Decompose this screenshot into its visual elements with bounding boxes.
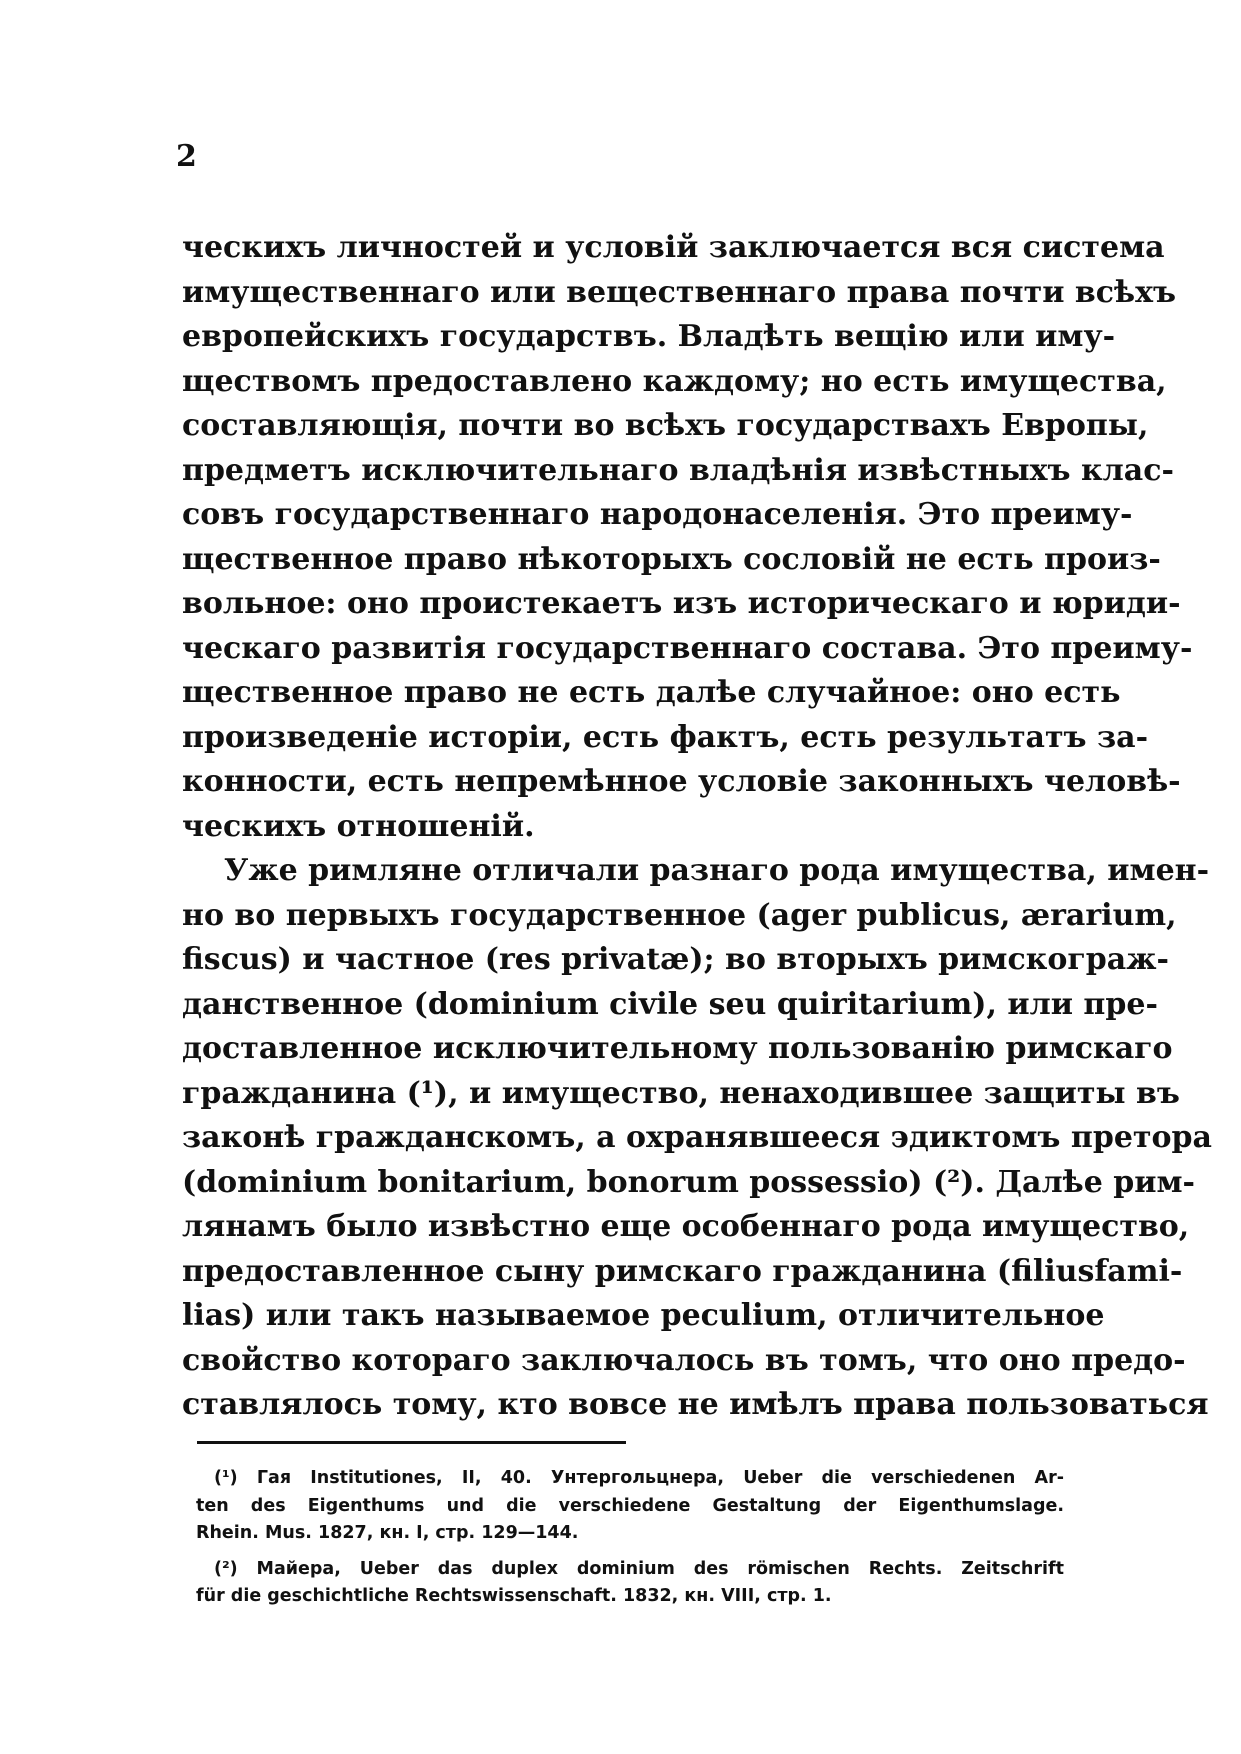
text-line: лянамъ было извѣстно еще особеннаго рода имущество, xyxy=(182,1209,1190,1244)
paragraph-1 xyxy=(182,226,1193,849)
text-line: законѣ гражданскомъ, а охранявшееся эдиктомъ претора xyxy=(182,1120,1212,1155)
page-number: 2 xyxy=(176,139,197,174)
body-text xyxy=(182,226,1212,1428)
text-line: fiscus) и частное (res privatæ); во вторыхъ римскограж- xyxy=(182,942,1169,977)
text-line: произведеніе исторіи, есть фактъ, есть результатъ за- xyxy=(182,719,1149,755)
text-line: щественное право не есть далѣе случайное: оно есть xyxy=(182,675,1121,710)
text-line: доставленное исключительному пользованію римскаго xyxy=(182,1031,1173,1066)
footnote-line: ten des Eigenthums und die verschiedene Gestaltung der Eigenthumslage. xyxy=(196,1495,1064,1516)
footnote-line: für die geschichtliche Rechtswissenschaft. 1832, кн. VIII, стр. 1. xyxy=(196,1586,832,1606)
text-line: ческихъ отношеній. xyxy=(182,808,535,844)
text-line: Уже римляне отличали разнаго рода имущества, имен- xyxy=(224,853,1210,888)
text-line: имущественнаго или вещественнаго права почти всѣхъ xyxy=(182,274,1177,310)
footnote-divider xyxy=(197,1441,626,1444)
text-line: свойство котораго заключалось въ томъ, что оно предо- xyxy=(182,1342,1186,1378)
footnote-2 xyxy=(196,1556,1064,1611)
text-line: lias) или такъ называемое peculium, отличительное xyxy=(182,1298,1105,1333)
text-line: конности, есть непремѣнное условіе законныхъ человѣ- xyxy=(182,764,1181,799)
paragraph-2 xyxy=(182,849,1212,1428)
text-line: предоставленное сыну римскаго гражданина (filiusfami- xyxy=(182,1253,1183,1289)
footnote-line: (²) Майера, Ueber das duplex dominium des römischen Rechts. Zeitschrift xyxy=(214,1558,1064,1579)
text-line: вольное: оно проистекаетъ изъ историческаго и юриди- xyxy=(182,586,1181,621)
text-line: гражданина (¹), и имущество, ненаходившее защиты въ xyxy=(182,1075,1180,1111)
footnote-line: Rhein. Mus. 1827, кн. I, стр. 129—144. xyxy=(196,1523,579,1543)
text-line: ческихъ личностей и условій заключается вся система xyxy=(182,230,1165,265)
text-line: ществомъ предоставлено каждому; но есть имущества, xyxy=(182,363,1167,399)
footnote-line: (¹) Гая Institutiones, II, 40. Унтергольцнера, Ueber die verschiedenen Ar- xyxy=(214,1468,1064,1488)
text-line: составляющія, почти во всѣхъ государствахъ Европы, xyxy=(182,408,1149,443)
text-line: предметъ исключительнаго владѣнія извѣстныхъ клас- xyxy=(182,452,1174,488)
footnotes xyxy=(196,1465,1064,1619)
text-line: ставлялось тому, кто вовсе не имѣлъ права пользоваться xyxy=(182,1387,1209,1422)
text-line: но во первыхъ государственное (ager publicus, ærarium, xyxy=(182,897,1177,933)
text-line: (dominium bonitarium, bonorum possessio) (²). Далѣе рим- xyxy=(182,1164,1195,1200)
text-line: данственное (dominium civile seu quiritarium), или пре- xyxy=(182,986,1158,1022)
text-line: европейскихъ государствъ. Владѣть вещію или иму- xyxy=(182,319,1116,354)
text-line: совъ государственнаго народонаселенія. Это преиму- xyxy=(182,497,1133,532)
text-line: ческаго развитія государственнаго состава. Это преиму- xyxy=(182,630,1193,666)
footnote-1 xyxy=(196,1465,1064,1548)
text-line: щественное право нѣкоторыхъ сословій не есть произ- xyxy=(182,541,1161,577)
